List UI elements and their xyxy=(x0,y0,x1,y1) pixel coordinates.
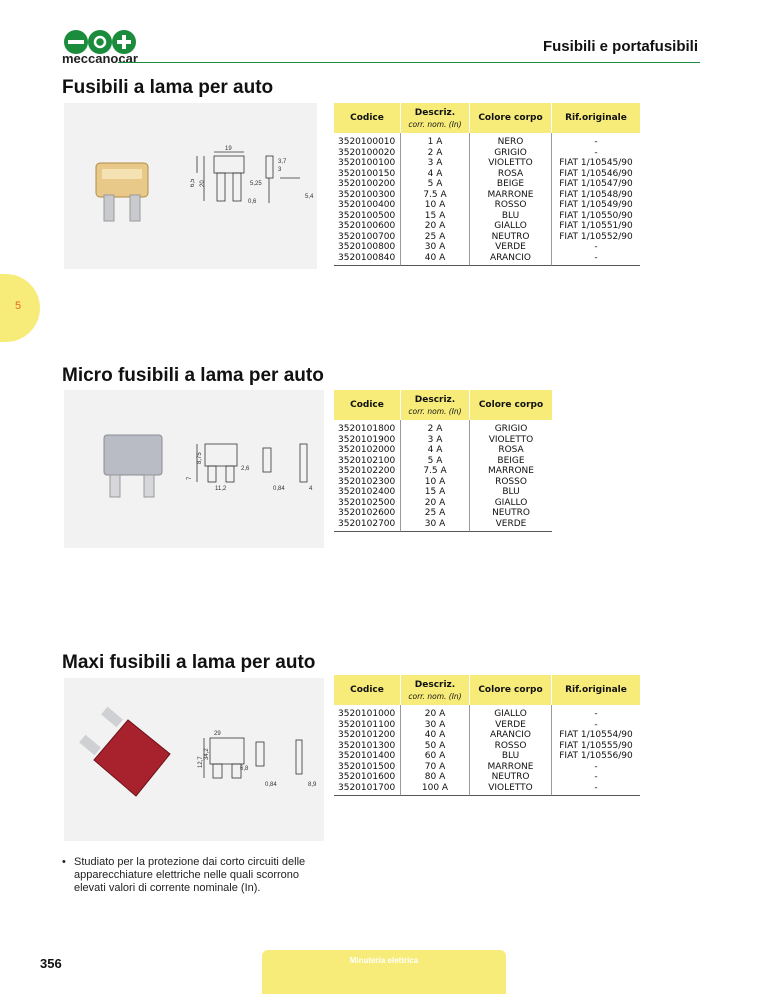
cell-color: ROSA xyxy=(498,445,524,455)
col-header-ref: Rif.originale xyxy=(552,103,640,133)
dim-side: 4 xyxy=(309,486,313,492)
cell-desc: 1 A xyxy=(401,133,470,148)
cell-desc: 4 A xyxy=(401,169,470,180)
table-row xyxy=(334,751,640,762)
bullet-dot-icon: • xyxy=(62,856,66,868)
table-row xyxy=(334,179,640,190)
table-row xyxy=(334,456,552,467)
col-header-desc-sub: corr. nom. (In) xyxy=(408,406,462,416)
section-title-lama: Fusibili a lama per auto xyxy=(62,77,274,98)
table-row xyxy=(334,133,640,148)
cell-code: 3520100700 xyxy=(334,232,401,243)
cell-color: VERDE xyxy=(470,242,552,253)
cell-ref: FIAT 1/10552/90 xyxy=(559,231,633,242)
col-header-color: Colore corpo xyxy=(470,390,552,420)
cell-code: 3520100100 xyxy=(334,158,401,169)
cell-desc: 25 A xyxy=(401,232,470,243)
cell-desc: 80 A xyxy=(401,772,470,783)
dimension-drawing-maxi xyxy=(190,728,325,788)
cell-desc: 3 A xyxy=(401,435,470,446)
cell-ref: - xyxy=(594,761,598,772)
dim-side: 8,9 xyxy=(308,782,317,788)
cell-code: 3520102600 xyxy=(334,508,401,519)
dim-body: 12,7 xyxy=(198,756,204,768)
bullet-text: Studiato per la protezione dai corto circuiti delle apparecchiature elettriche nelle quali scorrono elevati valori di corrente nominale (In). xyxy=(74,856,306,894)
cell-desc: 40 A xyxy=(401,253,470,267)
cell-code: 3520100200 xyxy=(334,179,401,190)
cell-desc: 4 A xyxy=(401,445,470,456)
cell-ref: - xyxy=(594,137,598,147)
cell-color: ARANCIO xyxy=(470,253,552,267)
cell-ref: - xyxy=(594,772,598,782)
table-row xyxy=(334,221,640,232)
footer-label: Minuteria elettrica xyxy=(349,956,419,965)
cell-code: 3520101500 xyxy=(334,762,401,773)
table-row xyxy=(334,445,552,456)
cell-desc: 30 A xyxy=(401,720,470,731)
table-row xyxy=(334,242,640,253)
cell-ref: FIAT 1/10550/90 xyxy=(559,210,633,221)
cell-desc: 40 A xyxy=(401,730,470,741)
dim-height: 8,75 xyxy=(197,452,203,464)
cell-desc: 15 A xyxy=(401,211,470,222)
cell-desc: 20 A xyxy=(401,705,470,720)
cell-color: MARRONE xyxy=(470,762,552,773)
col-header-desc xyxy=(401,390,470,420)
cell-color: GIALLO xyxy=(470,705,552,720)
dim-thick: 0,84 xyxy=(273,486,285,492)
cell-ref: FIAT 1/10546/90 xyxy=(559,168,633,179)
table-row xyxy=(334,190,640,201)
table-row xyxy=(334,435,552,446)
col-header-desc-label: Descriz. xyxy=(414,394,456,405)
cell-color: GIALLO xyxy=(494,497,528,508)
cell-code: 3520100840 xyxy=(334,253,401,267)
cell-color: VIOLETTO xyxy=(470,158,552,169)
table-row xyxy=(334,466,552,477)
col-header-desc xyxy=(401,675,470,705)
cell-ref: FIAT 1/10545/90 xyxy=(559,158,633,168)
cell-color: VIOLETTO xyxy=(488,434,534,445)
cell-desc: 60 A xyxy=(401,751,470,762)
cell-code: 3520102400 xyxy=(334,487,401,498)
table-row xyxy=(334,730,640,741)
bullet-note xyxy=(62,856,332,895)
cell-desc: 10 A xyxy=(401,477,470,488)
cell-code: 3520101700 xyxy=(334,783,401,797)
cell-color: ARANCIO xyxy=(470,730,552,741)
dim-body: 7 xyxy=(187,476,193,480)
cell-desc: 20 A xyxy=(401,498,470,509)
cell-code: 3520101300 xyxy=(334,741,401,752)
page-title: Fusibili e portafusibili xyxy=(542,38,698,55)
col-header-code: Codice xyxy=(334,675,401,705)
cell-code: 3520100800 xyxy=(334,242,401,253)
cell-ref: FIAT 1/10549/90 xyxy=(559,200,633,210)
col-header-desc-sub: corr. nom. (In) xyxy=(408,691,462,701)
cell-color: ROSSO xyxy=(470,741,552,752)
dim-thick: 0,6 xyxy=(248,199,257,205)
dim-thick: 0,84 xyxy=(265,782,277,788)
cell-code: 3520101900 xyxy=(334,435,401,446)
cell-code: 3520101200 xyxy=(334,730,401,741)
cell-desc: 7.5 A xyxy=(401,466,470,477)
cell-ref: - xyxy=(552,783,640,797)
cell-desc: 20 A xyxy=(401,221,470,232)
dim-width: 19 xyxy=(225,146,232,152)
cell-desc: 5 A xyxy=(401,179,470,190)
cell-desc: 30 A xyxy=(401,519,470,533)
cell-color: NERO xyxy=(470,133,552,148)
cell-color: NEUTRO xyxy=(492,508,530,518)
dim-right: 5,4 xyxy=(305,194,314,200)
cell-desc: 3 A xyxy=(401,158,470,169)
table-row xyxy=(334,211,640,222)
dimension-drawing-micro xyxy=(185,440,325,500)
dim-left-b: 20 xyxy=(200,180,206,187)
table-row xyxy=(334,519,552,533)
cell-color: ROSA xyxy=(470,169,552,180)
cell-code: 3520101100 xyxy=(334,720,401,731)
col-header-desc-label: Descriz. xyxy=(414,107,456,118)
col-header-color: Colore corpo xyxy=(470,103,552,133)
cell-color: GIALLO xyxy=(470,221,552,232)
cell-color: MARRONE xyxy=(488,466,534,476)
col-header-ref: Rif.originale xyxy=(552,675,640,705)
cell-color: GRIGIO xyxy=(494,424,528,434)
cell-color: VERDE xyxy=(470,519,552,533)
cell-ref: - xyxy=(594,719,598,730)
cell-code: 3520102700 xyxy=(334,519,401,533)
cell-ref: - xyxy=(594,242,598,252)
cell-code: 3520102100 xyxy=(334,456,401,467)
cell-desc: 2 A xyxy=(401,420,470,435)
cell-color: BEIGE xyxy=(497,455,525,466)
cell-desc: 2 A xyxy=(401,148,470,159)
cell-desc: 100 A xyxy=(401,783,470,797)
col-header-code: Codice xyxy=(334,390,401,420)
col-header-color: Colore corpo xyxy=(470,675,552,705)
cell-desc: 70 A xyxy=(401,762,470,773)
table-maxi xyxy=(334,675,640,796)
dim-gap: 6,8 xyxy=(240,766,249,772)
table-row xyxy=(334,158,640,169)
cell-color: GRIGIO xyxy=(470,148,552,159)
cell-desc: 7.5 A xyxy=(401,190,470,201)
col-header-code: Codice xyxy=(334,103,401,133)
cell-ref: FIAT 1/10555/90 xyxy=(559,740,633,751)
table-row xyxy=(334,232,640,243)
cell-code: 3520100600 xyxy=(334,221,401,232)
cell-ref: FIAT 1/10548/90 xyxy=(559,189,633,200)
cell-ref: FIAT 1/10554/90 xyxy=(559,730,633,740)
dim-top: 3,7 xyxy=(278,159,287,165)
cell-color: BLU xyxy=(470,751,552,762)
dim-height: 34,2 xyxy=(204,748,210,760)
section-title-maxi: Maxi fusibili a lama per auto xyxy=(62,652,316,673)
cell-code: 3520101600 xyxy=(334,772,401,783)
table-row xyxy=(334,200,640,211)
table-row xyxy=(334,487,552,498)
dimension-drawing-lama xyxy=(190,143,325,213)
cell-color: NEUTRO xyxy=(470,232,552,243)
table-row xyxy=(334,477,552,488)
cell-ref: - xyxy=(552,253,640,267)
dim-left-a: 6,5 xyxy=(190,178,196,187)
cell-color: VIOLETTO xyxy=(470,783,552,797)
table-row xyxy=(334,720,640,731)
cell-code: 3520102300 xyxy=(334,477,401,488)
cell-color: NEUTRO xyxy=(470,772,552,783)
table-row xyxy=(334,420,552,435)
dim-width: 29 xyxy=(214,731,221,737)
cell-desc: 5 A xyxy=(401,456,470,467)
cell-code: 3520100010 xyxy=(334,133,401,148)
table-row xyxy=(334,148,640,159)
cell-color: MARRONE xyxy=(470,190,552,201)
cell-color: VERDE xyxy=(470,720,552,731)
cell-ref: - xyxy=(594,147,598,158)
table-row xyxy=(334,783,640,797)
cell-color: BLU xyxy=(502,487,520,497)
col-header-desc-label: Descriz. xyxy=(414,679,456,690)
cell-code: 3520100300 xyxy=(334,190,401,201)
dim-gap: 2,6 xyxy=(241,466,250,472)
table-row xyxy=(334,498,552,509)
cell-code: 3520101400 xyxy=(334,751,401,762)
cell-desc: 30 A xyxy=(401,242,470,253)
chapter-number: 5 xyxy=(14,300,22,312)
brand-name: meccanocar xyxy=(62,51,138,66)
cell-desc: 50 A xyxy=(401,741,470,752)
cell-ref: FIAT 1/10556/90 xyxy=(559,751,633,761)
section-title-micro: Micro fusibili a lama per auto xyxy=(62,365,324,386)
header-divider xyxy=(118,62,700,63)
cell-code: 3520100400 xyxy=(334,200,401,211)
table-row xyxy=(334,508,552,519)
cell-code: 3520102000 xyxy=(334,445,401,456)
page-number: 356 xyxy=(40,956,62,971)
col-header-desc-sub: corr. nom. (In) xyxy=(408,119,462,129)
dim-mid: 5,25 xyxy=(250,181,262,187)
col-header-desc xyxy=(401,103,470,133)
table-lama xyxy=(334,103,640,266)
cell-ref: FIAT 1/10551/90 xyxy=(559,221,633,231)
cell-desc: 10 A xyxy=(401,200,470,211)
table-row xyxy=(334,741,640,752)
table-row xyxy=(334,772,640,783)
table-row xyxy=(334,705,640,720)
cell-color: ROSSO xyxy=(495,476,527,487)
cell-code: 3520100500 xyxy=(334,211,401,222)
dim-small: 3 xyxy=(278,167,282,173)
cell-code: 3520100020 xyxy=(334,148,401,159)
table-micro xyxy=(334,390,552,532)
cell-ref: - xyxy=(594,709,598,719)
table-row xyxy=(334,169,640,180)
cell-code: 3520101800 xyxy=(334,420,401,435)
cell-code: 3520100150 xyxy=(334,169,401,180)
cell-desc: 25 A xyxy=(401,508,470,519)
cell-code: 3520102500 xyxy=(334,498,401,509)
table-row xyxy=(334,762,640,773)
dim-width: 11,2 xyxy=(215,486,227,492)
table-row xyxy=(334,253,640,267)
cell-ref: FIAT 1/10547/90 xyxy=(559,179,633,189)
cell-color: BEIGE xyxy=(470,179,552,190)
cell-desc: 15 A xyxy=(401,487,470,498)
cell-code: 3520101000 xyxy=(334,705,401,720)
cell-code: 3520102200 xyxy=(334,466,401,477)
cell-color: ROSSO xyxy=(470,200,552,211)
cell-color: BLU xyxy=(470,211,552,222)
